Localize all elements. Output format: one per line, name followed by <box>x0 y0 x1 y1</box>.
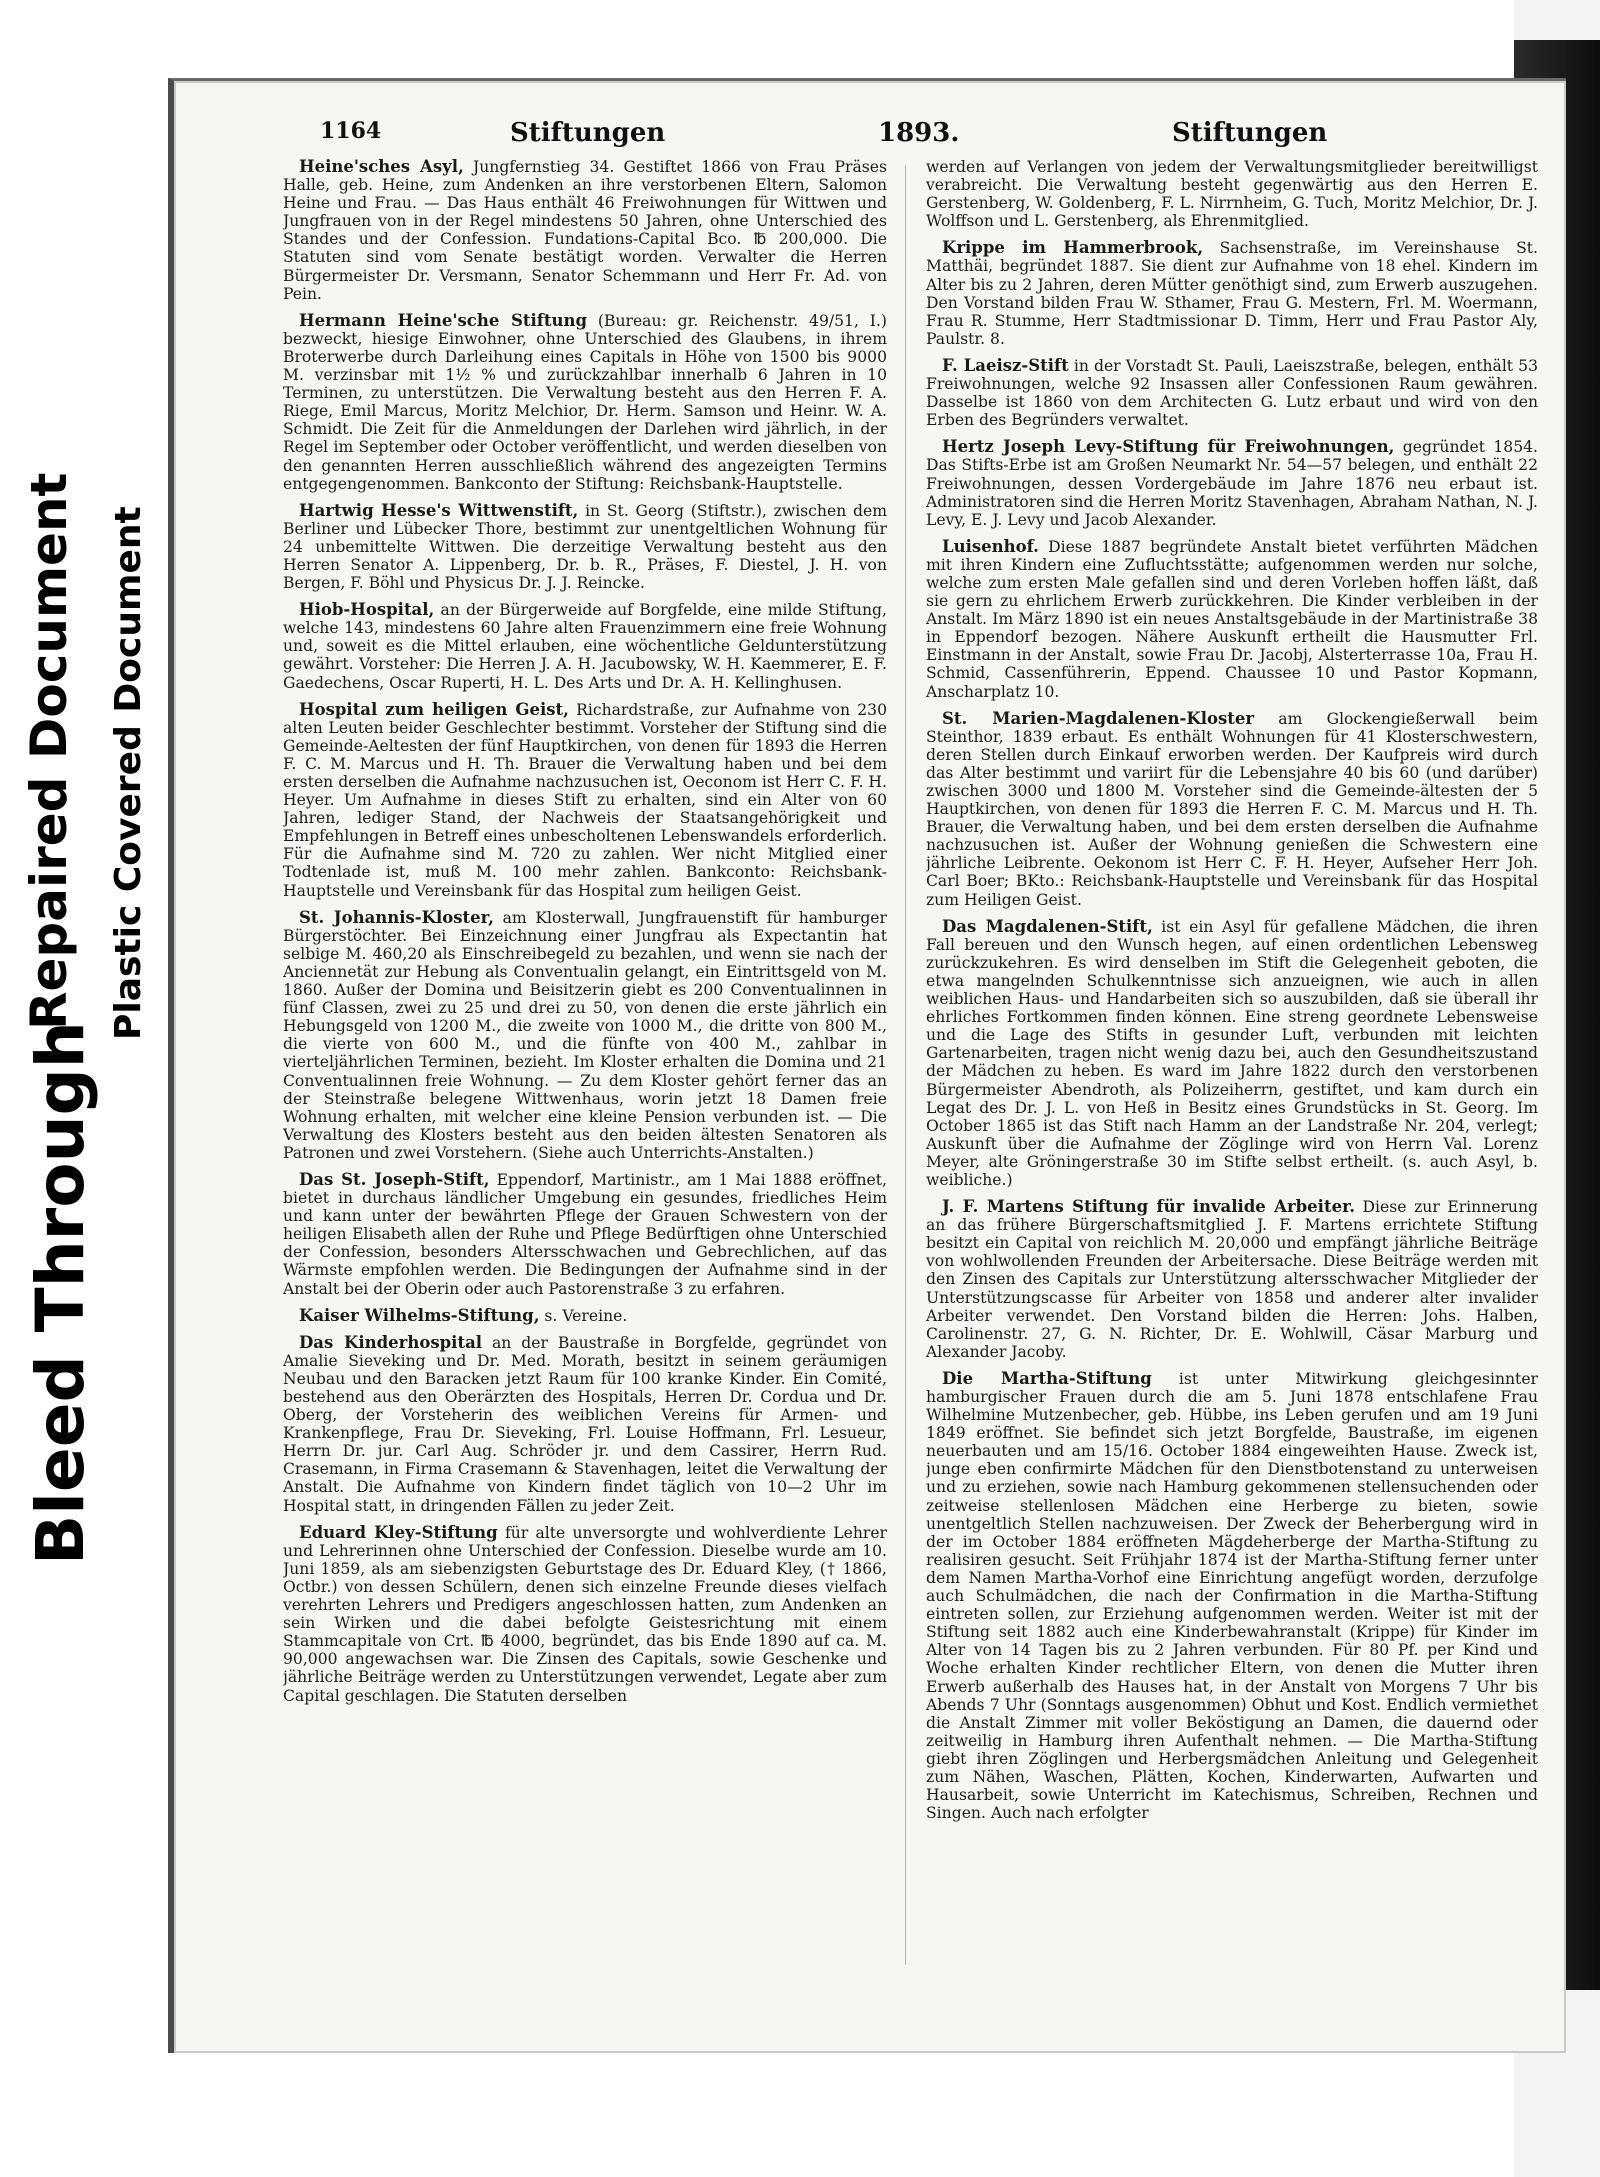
entry-eduard-kley-stiftung: Eduard Kley-Stiftung für alte unversorgte und wohlverdiente Lehrer und Lehrerinnen ohne Unterschied der Confession. Dieselbe wurde am 10. Juni 1859, als am siebenzigsten Geburtstage des Dr. Eduard Kley, († 1866, Octbr.) von dessen Schülern, denen sich einzelne Freunde dieses vielfach verehrten Lehrers und Predigers angeschlossen hatten, zum Andenken an sein Wirken und die dabei befolgte Geistesrichtung mit einem Stammcapitale von Crt. ℔ 4000, begründet, das bis Ende 1890 auf ca. M. 90,000 angewachsen war. Die Zinsen des Capitals, sowie Geschenke und jährliche Beiträge werden zu Unterstützungen verwendet, Legate aber zum Capital geschlagen. Die Statuten derselben <box>283 1522 887 1705</box>
year-heading: 1893. <box>878 118 960 148</box>
entry-levy-stiftung: Hertz Joseph Levy-Stiftung für Freiwohnungen, gegründet 1854. Das Stifts-Erbe ist am Großen Neumarkt Nr. 54—57 belegen, und enthält 22 Freiwohnungen, dessen Vordergebäude im Jahre 1876 neu erbaut ist. Administratoren sind die Herren Moritz Stavenhagen, Abraham Nathan, N. J. Levy, E. J. Levy und Jacob Alexander. <box>926 437 1538 529</box>
entry-kley-continuation: werden auf Verlangen von jedem der Verwaltungsmitglieder bereitwilligst verabreicht. Die Verwaltung besteht gegenwärtig aus den Herren E. Gerstenberg, W. Goldenberg, F. L. Nirrnheim, G. Tuch, Moritz Melchior, Dr. J. Wolffson und L. Gerstenberg, als Ehrenmitglied. <box>926 158 1538 231</box>
plastic-covered-label: Plastic Covered Document <box>108 506 149 1040</box>
entry-heine-asyl: Heine'sches Asyl, Jungfernstieg 34. Gestiftet 1866 von Frau Präses Halle, geb. Heine, zum Andenken an ihre verstorbenen Eltern, Salomon Heine und Frau. — Das Haus enthält 46 Freiwohnungen für Wittwen und Jungfrauen von in der Regel mindestens 50 Jahren, ohne Unterschied des Standes und der Confession. Fundations-Capital Bco. ℔ 200,000. Die Statuten sind vom Senate bestätigt worden. Verwalter die Herren Bürgermeister Dr. Versmann, Senator Schemmann und Herr Fr. Ad. von Pein. <box>283 158 887 303</box>
entry-martha-stiftung: Die Martha-Stiftung ist unter Mitwirkung gleichgesinnter hamburgischer Frauen durch die am 5. Juni 1878 entschlafene Frau Wilhelmine Mutzenbecher, geb. Hübbe, ins Leben gerufen und am 19 Juni 1849 eröffnet. Sie befindet sich jetzt Borgfelde, Baustraße, im eigenen neuerbauten und am 15/16. October 1884 eingeweihten Hause. Zweck ist, junge eben confirmirte Mädchen für den Dienstbotenstand zu unterweisen und zu erziehen, sowie nach Hamburg gekommenen stellensuchenden oder zeitweise stellenlosen Mädchen eine Herberge zu bieten, sowie unentgeltlich Stellen nachzuweisen. Der Zweck der Beherbergung wird in der im October 1884 eröffneten Mägdeherberge der Martha-Stiftung zu realisiren gesucht. Seit Frühjahr 1874 ist der Martha-Stiftung ferner unter dem Namen Martha-Vorhof eine Einrichtung angefügt worden, derzufolge auch Schulmädchen, die nach der Confirmation in die Martha-Stiftung eintreten sollen, zur Erziehung aufgenommen werden. Weiter ist mit der Stiftung seit 1882 auch eine Kinderbewahranstalt (Krippe) für Kinder im Alter von 14 Tagen bis zu 2 Jahren verbunden. Für 80 Pf. per Kind und Woche erhalten Kinder rechtlicher Eltern, von denen die Mutter ihren Erwerb außerhalb des Hauses hat, in der Anstalt von Morgens 7 Uhr bis Abends 7 Uhr (Sonntags ausgenommen) Obhut und Kost. Endlich vermiethet die Anstalt Zimmer mit voller Beköstigung an Damen, die dauernd oder zeitweilig in Hamburg ihren Aufenthalt nehmen. — Die Martha-Stiftung giebt ihren Zöglingen und Herbergsmädchen Anleitung und Gelegenheit zum Nähen, Waschen, Plätten, Kochen, Kinderwarten, Aufwarten und Hausarbeit, sowie Unterricht im Katechismus, Schreiben, Rechnen und Singen. Auch nach erfolgter <box>926 1368 1538 1823</box>
entry-marien-magdalenen-kloster: St. Marien-Magdalenen-Kloster am Glockengießerwall beim Steinthor, 1839 erbaut. Es enthält Wohnungen für 41 Klosterschwestern, deren Stellen durch Einkauf erworben werden. Der Kaufpreis wird durch das Alter bestimmt und variirt für die Lebensjahre 40 bis 60 (und darüber) zwischen 3000 und 1800 M. Vorsteher sind die Gemeinde-ältesten der 5 Hauptkirchen, von denen für 1893 die Herren F. C. M. Marcus und H. Th. Brauer, die Verwaltung haben, und bei dem ersten derselben die Aufnahme nachzusuchen ist. Außer der Wohnung genießen die Schwestern eine jährliche Leibrente. Oekonom ist Herr C. F. H. Heyer, Aufseher Herr Joh. Carl Boer; BKto.: Reichsbank-Hauptstelle und Vereinsbank für das Hospital zum Heiligen Geist. <box>926 708 1538 909</box>
page-number: 1164 <box>320 118 382 144</box>
right-column <box>926 158 1538 1988</box>
entry-joseph-stift: Das St. Joseph-Stift, Eppendorf, Martinistr., am 1 Mai 1888 eröffnet, bietet in durchaus ländlicher Umgebung ein gesundes, friedliches Heim und kann unter der bewährten Pflege der Grauen Schwestern von der heiligen Elisabeth allen der Ruhe und Pflege Bedürftigen ohne Unterschied der Confession, besonders Altersschwachen und Gebrechlichen, auf das Wärmste empfohlen werden. Die Bedingungen der Aufnahme sind in der Anstalt bei der Oberin oder auch Pastorenstraße 3 zu erfahren. <box>283 1169 887 1298</box>
entry-luisenhof: Luisenhof. Diese 1887 begründete Anstalt bietet verführten Mädchen mit ihren Kindern eine Zufluchtsstätte; aufgenommen werden nur solche, welche zum ersten Male gefallen sind und deren Vorleben hoffen läßt, daß sie gern zu ehrlichem Erwerb zurückkehren. Die Kinder verbleiben in der Anstalt. Im März 1890 ist ein neues Anstaltsgebäude in der Martinistraße 38 in Eppendorf bezogen. Nähere Auskunft ertheilt die Hausmutter Frl. Einstmann in der Anstalt, sowie Frau Dr. Jacobj, Alsterterrasse 10a, Frau H. Schmid, Cassenführerin, Eppend. Chaussee 10 und Pastor Kopmann, Anscharplatz 10. <box>926 536 1538 701</box>
bleed-through-label: Bleed Through <box>22 1021 99 1565</box>
annotation-label-panel <box>0 60 150 1565</box>
entry-hesse-wittwenstift: Hartwig Hesse's Wittwenstift, in St. Georg (Stiftstr.), zwischen dem Berliner und Lübecker Thore, bestimmt zur unentgeltlichen Wohnung für 24 unbemittelte Wittwen. Die derzeitige Verwaltung besteht aus den Herren Senator A. Lippenberg, Dr. b. R., Präses, F. Diestel, J. H. von Bergen, F. Böhl und Physicus Dr. J. J. Reincke. <box>283 500 887 593</box>
entry-laeisz-stift: F. Laeisz-Stift in der Vorstadt St. Pauli, Laeiszstraße, belegen, enthält 53 Freiwohnungen, welche 92 Insassen aller Confessionen Raum gewähren. Dasselbe ist 1860 von dem Architecten G. Lutz erbaut und wird von den Erben des Begründers verwaltet. <box>926 355 1538 430</box>
right-column-title: Stiftungen <box>1172 118 1328 148</box>
entry-krippe-hammerbrook: Krippe im Hammerbrook, Sachsenstraße, im Vereinshause St. Matthäi, begründet 1887. Sie dient zur Aufnahme von 18 ehel. Kindern im Alter bis zu 2 Jahren, deren Mütter genöthigt sind, zum Erwerb auszugehen. Den Vorstand bilden Frau W. Sthamer, Frau G. Mestern, Frl. M. Woermann, Frau R. Stumme, Herr Stadtmissionar D. Timm, Herr und Frau Pastor Aly, Paulstr. 8. <box>926 238 1538 348</box>
entry-hiob-hospital: Hiob-Hospital, an der Bürgerweide auf Borgfelde, eine milde Stiftung, welche 143, mindestens 60 Jahre alten Frauenzimmern eine freie Wohnung und, soweit es die Mittel erlauben, eine wöchentliche Geldunterstützung gewährt. Vorsteher: Die Herren J. A. H. Jacubowsky, W. H. Kaemmerer, E. F. Gaedechens, Oscar Ruperti, H. L. Des Arts und Dr. A. H. Kellinghusen. <box>283 600 887 692</box>
repaired-document-label: Repaired Document <box>20 472 78 1030</box>
entry-martens-stiftung: J. F. Martens Stiftung für invalide Arbeiter. Diese zur Erinnerung an das frühere Bürgerschaftsmitglied J. F. Martens errichtete Stiftung besitzt ein Capital von reichlich M. 20,000 und empfängt jährliche Beiträge von wohlwollenden Freunden der Arbeitersache. Diese Beiträge werden mit den Zinsen des Capitals zur Unterstützung altersschwacher Mitglieder der Unterstützungscasse für Arbeiter von 1858 und anderer alter invalider Arbeiter verwendet. Den Vorstand bilden die Herren: Johs. Halben, Carolinenstr. 27, G. N. Richter, Dr. E. Wohlwill, Cäsar Marburg und Alexander Jacoby. <box>926 1197 1538 1361</box>
page-header <box>130 118 1500 158</box>
entry-kinderhospital: Das Kinderhospital an der Baustraße in Borgfelde, gegründet von Amalie Sieveking und Dr. Med. Morath, besitzt in seinem geräumigen Neubau und den Baracken jetzt Raum für 100 kranke Kinder. Ein Comité, bestehend aus den Oberärzten des Hospitals, Herren Dr. Cordua und Dr. Oberg, der Vorsteherin des weiblichen Vereins für Armen- und Krankenpflege, Frau Dr. Sieveking, Frl. Louise Hoffmann, Frl. Lesueur, Herrn Dr. jur. Carl Aug. Schröder jr. und dem Cassirer, Herrn Rud. Crasemann, in Firma Crasemann & Stavenhagen, leitet die Verwaltung der Anstalt. Die Aufnahme von Kindern findet täglich von 10—2 Uhr im Hospital statt, in dringenden Fällen zu jeder Zeit. <box>283 1332 887 1515</box>
left-column-title: Stiftungen <box>510 118 666 148</box>
entry-hospital-heiligen-geist: Hospital zum heiligen Geist, Richardstraße, zur Aufnahme von 230 alten Leuten beider Geschlechter bestimmt. Vorsteher der Stiftung sind die Gemeinde-Aeltesten der fünf Hauptkirchen, von denen für 1893 die Herren F. C. M. Marcus und H. Th. Brauer die Verwaltung haben und bei dem ersten derselben die Aufnahme nachzusuchen ist, Oeconom ist Herr C. F. H. Heyer. Um Aufnahme in dieses Stift zu erhalten, sind ein Alter von 60 Jahren, lediger Stand, der Nachweis der Staatsangehörigkeit und Empfehlungen in Betreff eines unbescholtenen Lebenswandels erforderlich. Für die Aufnahme sind M. 720 zu zahlen. Wer nicht Mitglied einer Todtenlade ist, muß M. 100 mehr zahlen. Bankconto: Reichsbank-Hauptstelle und Vereinsbank für das Hospital zum heiligen Geist. <box>283 699 887 900</box>
entry-magdalenen-stift: Das Magdalenen-Stift, ist ein Asyl für gefallene Mädchen, die ihren Fall bereuen und den Wunsch hegen, auf einen ordentlichen Lebensweg zurückzukehren. Es wird denselben im Stift die Gelegenheit geboten, die etwa mangelnden Schulkenntnisse sich anzueignen, wie auch in allen weiblichen Haus- und Handarbeiten sich so auszubilden, daß sie überall ihr ehrliches Fortkommen finden können. Eine streng geordnete Lebensweise und die Lage des Stifts in gesunder Luft, verbunden mit leichten Gartenarbeiten, tragen nicht wenig dazu bei, auch den Gesundheitszustand der Mädchen zu heben. Es ward im Jahre 1822 durch den verstorbenen Bürgermeister Abendroth, als Polizeiherrn, gestiftet, und kam durch ein Legat des Dr. J. L. von Heß in Besitz eines Grundstücks in St. Georg. Im October 1865 ist das Stift nach Hamm an der Landstraße Nr. 204, verlegt; Auskunft über die Aufnahme der Zöglinge wird von Herrn Val. Lorenz Meyer, alte Gröningerstraße 30 im Stifte selbst ertheilt. (s. auch Asyl, b. weibliche.) <box>926 916 1538 1189</box>
entry-hermann-heine-stiftung: Hermann Heine'sche Stiftung (Bureau: gr. Reichenstr. 49/51, I.) bezweckt, hiesige Einwohner, ohne Unterschied des Glaubens, in ihrem Broterwerbe durch Darleihung eines Capitals in Höhe von 1500 bis 9000 M. verzinsbar mit 1½ % und zurückzahlbar innerhalb 6 Jahren in 10 Terminen, zu unterstützen. Die Verwaltung besteht aus den Herren F. A. Riege, Emil Marcus, Moritz Melchior, Dr. Herm. Samson und Heinr. W. A. Schmidt. Die Zeit für die Anmeldungen der Darlehen wird jährlich, in der Regel im September oder October veröffentlicht, und werden dieselben von den genannten Herren ausschließlich während des angezeigten Termins entgegengenommen. Bankconto der Stiftung: Reichsbank-Hauptstelle. <box>283 310 887 493</box>
column-divider <box>905 165 906 1965</box>
entry-johannis-kloster: St. Johannis-Kloster, am Klosterwall, Jungfrauenstift für hamburger Bürgerstöchter. Bei Einzeichnung einer Jungfrau als Expectantin hat selbige M. 460,20 als Einschreibegeld zu bezahlen, und wenn sie nach der Anciennetät zur Hebung als Conventualin gelangt, ein Eintrittsgeld von M. 1860. Außer der Domina und Beisitzerin giebt es 200 Conventualinnen in fünf Classen, zwei zu 25 und drei zu 50, von denen die erste jährlich ein Hebungsgeld von 1200 M., die zweite von 1000 M., die dritte von 800 M., die vierte von 600 M., und die fünfte von 400 M., zahlbar in vierteljährlichen Terminen, bezieht. Im Kloster erhalten die Domina und 21 Conventualinnen freie Wohnung. — Zu dem Kloster gehört ferner das an der Steinstraße belegene Wittwenhaus, worin jetzt 18 Damen freie Wohnung erhalten, mit welcher eine kleine Pension verbunden ist. — Die Verwaltung des Klosters besteht aus den beiden ältesten Senatoren als Patronen und zwei Vorstehern. (Siehe auch Unterrichts-Anstalten.) <box>283 907 887 1162</box>
left-column <box>283 158 887 1988</box>
entry-kaiser-wilhelms-stiftung: Kaiser Wilhelms-Stiftung, s. Vereine. <box>299 1305 628 1325</box>
